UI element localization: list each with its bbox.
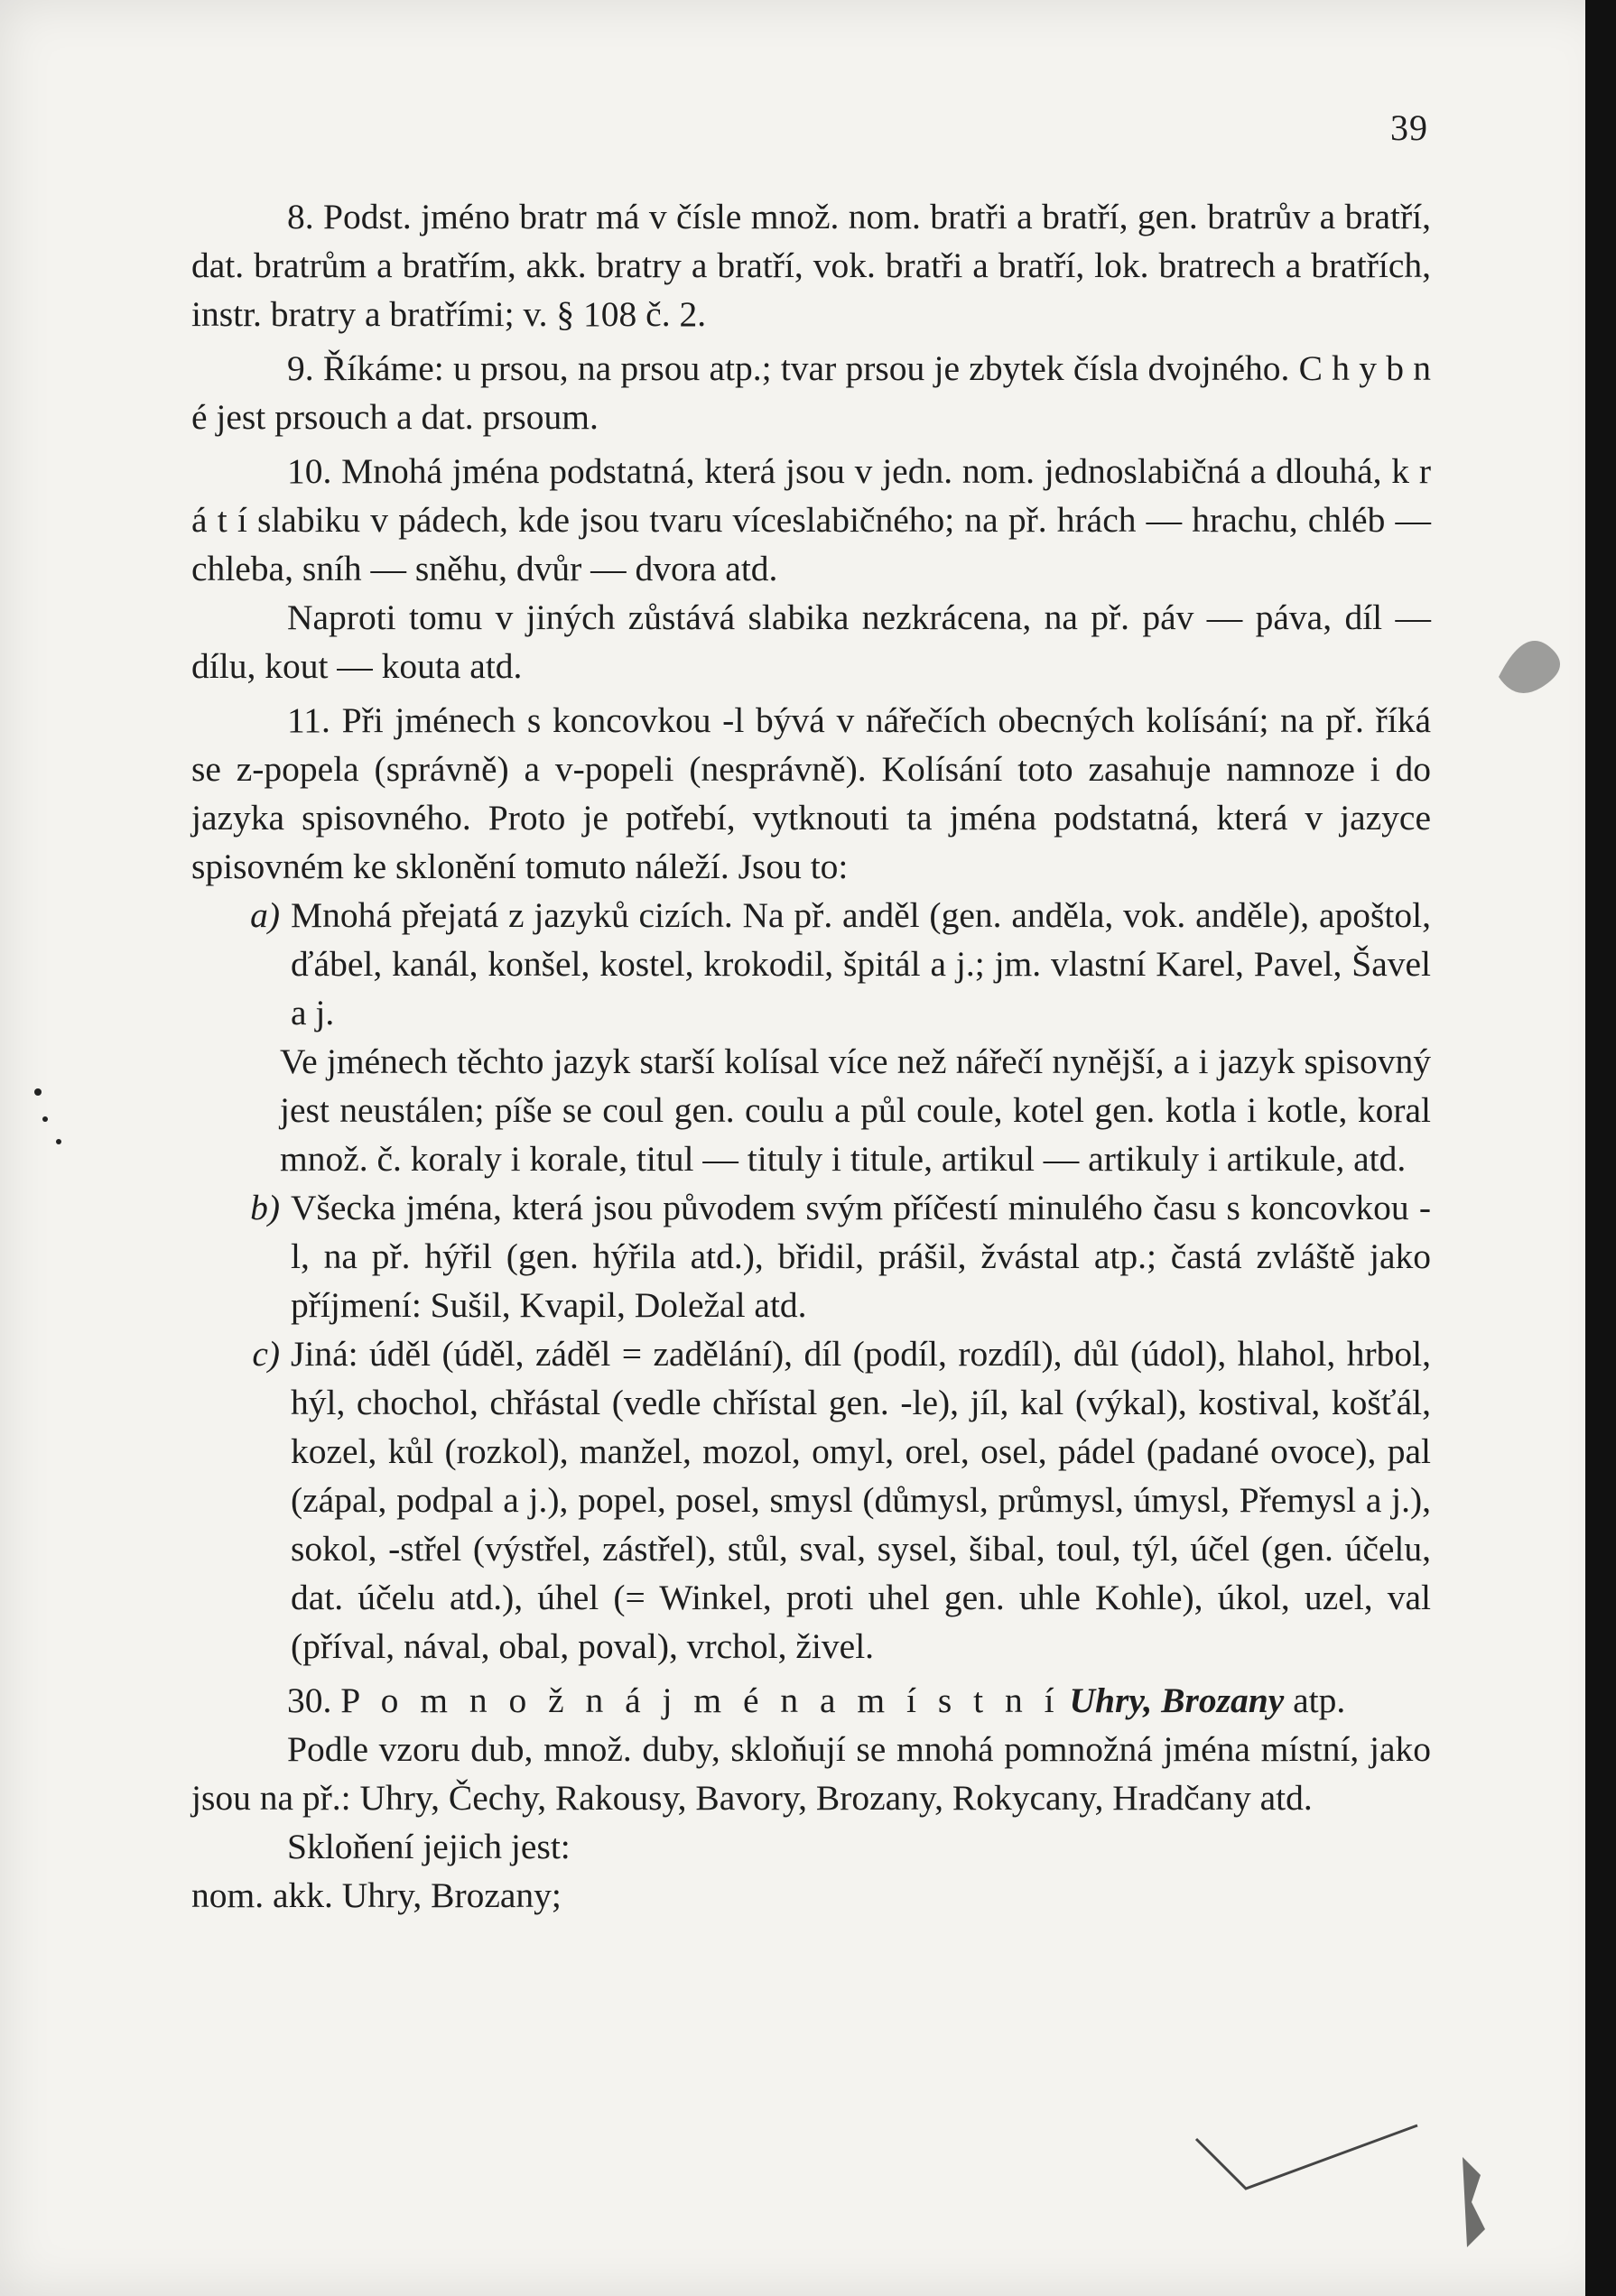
paragraph-8: 8. Podst. jméno bratr má v čísle množ. nom. bratři a bratří, gen. bratrův a bratří, dat. bratrům a bratřím, akk. bratry a bratří, vok. bratři a bratří, lok. bratrech a bratřích, instr. bratry a bratřími; v. § 108 č. 2. xyxy=(191,197,1431,334)
ink-smudge-bottom-right xyxy=(1444,2148,1499,2256)
scan-edge xyxy=(1585,0,1616,2296)
paragraph-10-continued: Naproti tomu v jiných zůstává slabika nezkrácena, na př. páv — páva, díl — dílu, kout — kouta atd. xyxy=(191,597,1431,686)
section-30-number: 30. xyxy=(287,1680,332,1720)
list-item-b xyxy=(191,1183,1431,1329)
ink-smudge-right xyxy=(1490,605,1580,713)
section-30-declension-label: Skloňení jejich jest: xyxy=(287,1827,571,1866)
section-30-example: Uhry, Brozany xyxy=(1069,1680,1285,1720)
list-marker-b: b) xyxy=(250,1188,280,1227)
list-item-a xyxy=(191,891,1431,1037)
list-text-b: Všecka jména, která jsou původem svým příčestí minulého času s koncovkou -l, na př. hýřil (gen. hýřila atd.), břidil, prášil, žvástal atp.; častá zvláště jako příjmení: Sušil, Kvapil, Doležal atd. xyxy=(291,1188,1431,1325)
paragraph-9: 9. Říkáme: u prsou, na prsou atp.; tvar prsou je zbytek čísla dvojného. C h y b n é jest prsouch a dat. prsoum. xyxy=(191,348,1431,437)
section-30-heading xyxy=(191,1676,1431,1725)
page-number: 39 xyxy=(1390,107,1428,148)
list-marker-a: a) xyxy=(250,895,280,935)
list-text-a-continued: Ve jménech těchto jazyk starší kolísal více než nářečí nynější, a i jazyk spisovný jest neustálen; píše se coul gen. coulu a půl coule, kotel gen. kotla i kotle, koral množ. č. koraly i korale, titul — tituly i titule, artikul — artikuly i artikule, atd. xyxy=(280,1042,1431,1179)
list-text-a: Mnohá přejatá z jazyků cizích. Na př. anděl (gen. anděla, vok. anděle), apoštol, ďábel, kanál, konšel, kostel, krokodil, špitál a j.; jm. vlastní Karel, Pavel, Šavel a j. xyxy=(291,895,1431,1032)
list-item-c xyxy=(191,1329,1431,1671)
paragraph-11: 11. Při jménech s koncovkou -l bývá v nářečích obecných kolísání; na př. říká se z-popela (správně) a v-popeli (nesprávně). Kolísání toto zasahuje namnoze i do jazyka spisovného. Proto je potřebí, vytknouti ta jména podstatná, která v jazyce spisovném ke sklonění tomuto náleží. Jsou to: xyxy=(191,700,1431,886)
section-30-title: P o m n o ž n á j m é n a m í s t n í xyxy=(340,1680,1061,1720)
section-30-tail: atp. xyxy=(1293,1680,1346,1720)
page-text xyxy=(191,192,1431,1920)
paragraph-10: 10. Mnohá jména podstatná, která jsou v jedn. nom. jednoslabičná a dlouhá, k r á t í slabiku v pádech, kde jsou tvaru víceslabičného; na př. hrách — hrachu, chléb — chleba, sníh — sněhu, dvůr — dvora atd. xyxy=(191,451,1431,588)
pencil-check-mark xyxy=(1192,2103,1426,2202)
margin-dots-left xyxy=(18,1074,72,1155)
list-marker-c: c) xyxy=(252,1334,280,1374)
list-text-c: Jiná: úděl (úděl, záděl = zadělání), díl (podíl, rozdíl), důl (údol), hlahol, hrbol, hýl, chochol, chřástal (vedle chřístal gen. -le), jíl, kal (výkal), kostival, košťál, kozel, kůl (rozkol), manžel, mozol, omyl, orel, osel, pádel (padané ovoce), pal (zápal, podpal a j.), popel, posel, smysl (důmysl, průmysl, úmysl, Přemysl a j.), sokol, -střel (výstřel, zástřel), stůl, sval, sysel, šibal, toul, týl, účel (gen. účelu, dat. účelu atd.), úhel (= Winkel, proti uhel gen. uhle Kohle), úkol, uzel, val (příval, nával, obal, poval), vrchol, živel. xyxy=(291,1334,1431,1666)
section-30-text: Podle vzoru dub, množ. duby, skloňují se mnohá pomnožná jména místní, jako jsou na př.: Uhry, Čechy, Rakousy, Bavory, Brozany, Rokycany, Hradčany atd. xyxy=(191,1729,1431,1818)
section-30-declension-line: nom. akk. Uhry, Brozany; xyxy=(191,1875,562,1915)
